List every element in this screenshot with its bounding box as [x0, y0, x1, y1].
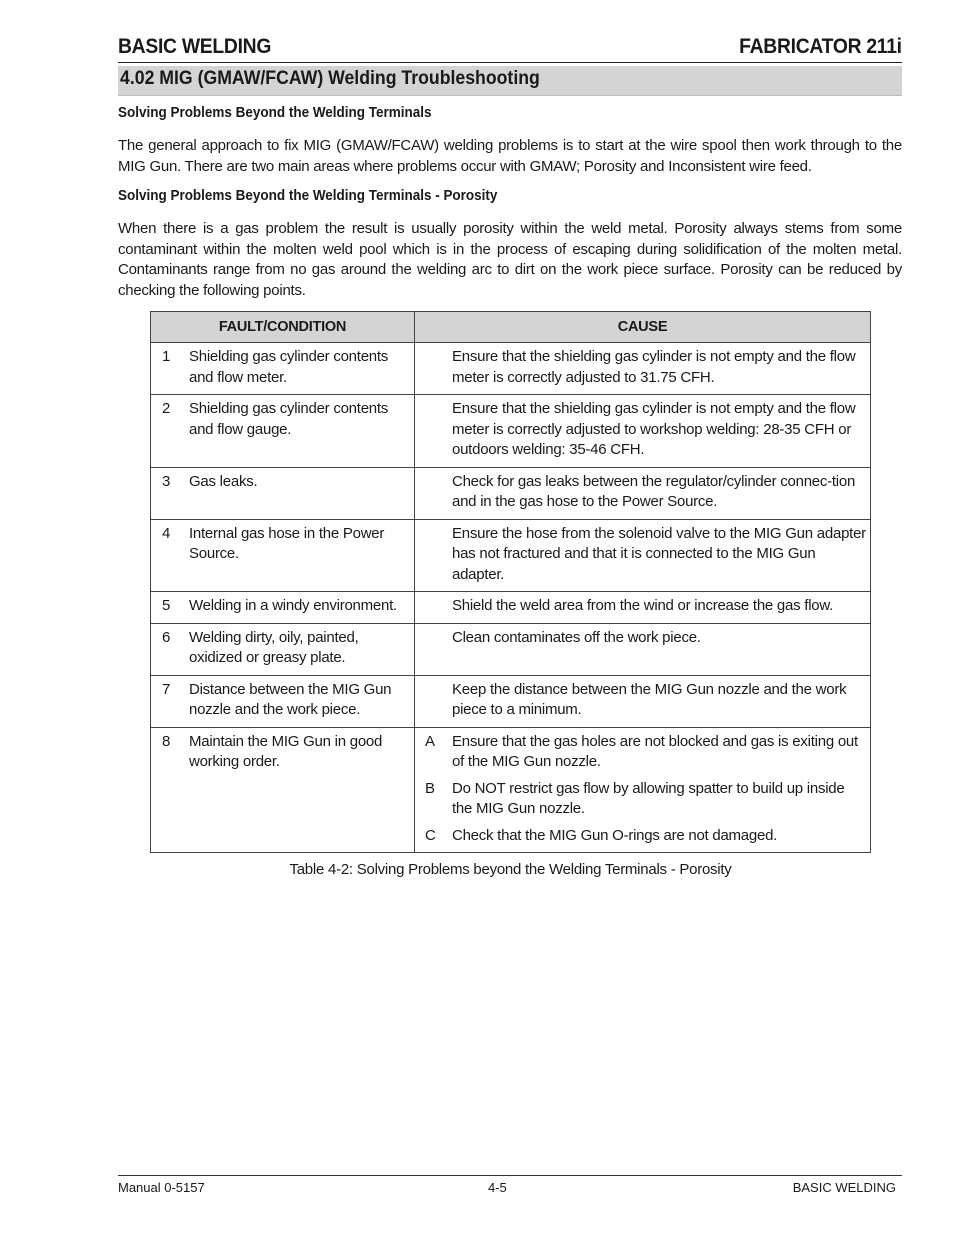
table-row — [151, 467, 871, 519]
cause-text: Ensure the hose from the solenoid valve to the MIG Gun adapter has not fractured and that it is connected to the MIG Gun adapter. — [452, 524, 866, 583]
fault-cell — [151, 592, 415, 624]
table-header-row — [151, 312, 871, 343]
row-number: 5 — [162, 597, 171, 614]
row-number: 4 — [162, 524, 171, 542]
cause-label: B — [425, 779, 435, 797]
row-number: 2 — [162, 400, 171, 417]
cause-text: Clean contaminates off the work piece. — [452, 628, 701, 646]
fault-column-header: FAULT/CONDITION — [151, 312, 415, 343]
cause-cell — [415, 727, 871, 853]
footer-section-name: BASIC WELDING — [792, 1180, 896, 1195]
fault-cell — [151, 343, 415, 395]
cause-text: Ensure that the shielding gas cylinder is not empty and the flow meter is correctly adjusted to workshop welding: 28-35 CFH or outdoors welding: 35-46 CFH. — [452, 400, 856, 458]
cause-column-header: CAUSE — [415, 312, 871, 343]
page-footer — [118, 1175, 902, 1198]
table-row — [151, 623, 871, 675]
cause-text: Do NOT restrict gas flow by allowing spatter to build up inside the MIG Gun nozzle. — [452, 779, 845, 817]
cause-cell — [415, 395, 871, 468]
table-caption: Table 4-2: Solving Problems beyond the Welding Terminals - Porosity — [289, 861, 732, 878]
header-product-name: FABRICATOR 211i — [739, 35, 902, 58]
cause-text: Check for gas leaks between the regulator/cylinder connec-tion and in the gas hose to the Power Source. — [452, 472, 856, 510]
fault-text: Distance between the MIG Gun nozzle and the work piece. — [189, 680, 392, 718]
fault-cell — [151, 519, 415, 592]
page-header — [118, 34, 902, 63]
cause-text: Ensure that the gas holes are not blocked and gas is exiting out of the MIG Gun nozzle. — [452, 732, 858, 770]
section-title: 4.02 MIG (GMAW/FCAW) Welding Troubleshooting — [120, 68, 540, 89]
fault-text: Welding in a windy environment. — [189, 597, 397, 614]
fault-cell — [151, 395, 415, 468]
intro-paragraph: The general approach to fix MIG (GMAW/FCAW) welding problems is to start at the wire spool then work through to the MIG Gun. There are two main areas where problems occur with GMAW; Porosity and Inconsistent wire feed. — [118, 137, 902, 175]
cause-cell — [415, 592, 871, 624]
cause-label — [415, 347, 452, 388]
cause-text: Check that the MIG Gun O-rings are not damaged. — [452, 826, 778, 844]
section-title-bar — [118, 66, 902, 96]
table-row — [151, 519, 871, 592]
header-section-title: BASIC WELDING — [118, 35, 272, 58]
subheading-porosity: Solving Problems Beyond the Welding Terminals - Porosity — [118, 188, 498, 204]
cause-label: C — [425, 826, 436, 844]
cause-label — [415, 472, 452, 513]
fault-cell — [151, 727, 415, 853]
row-number: 7 — [162, 680, 171, 698]
cause-label — [415, 596, 452, 617]
fault-text: Internal gas hose in the Power Source. — [189, 524, 385, 562]
cause-cell — [415, 623, 871, 675]
table-row — [151, 727, 871, 853]
footer-manual-number: Manual 0-5157 — [118, 1180, 205, 1195]
cause-cell — [415, 519, 871, 592]
cause-label — [415, 399, 452, 461]
fault-cell — [151, 675, 415, 727]
porosity-paragraph: When there is a gas problem the result is usually porosity within the weld metal. Porosity always stems from some contaminant within the molten weld pool which is in the process of escaping during solidification of the molten metal. Contaminants range from no gas around the welding arc to dirt on the work piece surface. Porosity can be reduced by checking the following points. — [118, 220, 902, 299]
row-number: 3 — [162, 472, 171, 490]
fault-cell — [151, 623, 415, 675]
table-row — [151, 675, 871, 727]
table-row — [151, 592, 871, 624]
cause-label — [415, 628, 452, 649]
fault-text: Shielding gas cylinder contents and flow gauge. — [189, 400, 389, 438]
cause-text: Shield the weld area from the wind or increase the gas flow. — [452, 597, 834, 614]
cause-text: Ensure that the shielding gas cylinder is not empty and the flow meter is correctly adjusted to 31.75 CFH. — [452, 348, 856, 386]
footer-page-number: 4-5 — [488, 1180, 507, 1195]
cause-label — [415, 680, 452, 721]
cause-label — [415, 524, 452, 586]
subheading-terminals: Solving Problems Beyond the Welding Terminals — [118, 105, 432, 121]
table-body — [151, 343, 871, 853]
fault-text: Welding dirty, oily, painted, oxidized or greasy plate. — [189, 628, 359, 666]
cause-cell — [415, 343, 871, 395]
row-number: 8 — [162, 732, 171, 750]
table-row — [151, 343, 871, 395]
row-number: 1 — [162, 348, 171, 365]
fault-cell — [151, 467, 415, 519]
cause-label: A — [425, 732, 435, 750]
cause-cell — [415, 467, 871, 519]
fault-text: Shielding gas cylinder contents and flow meter. — [189, 348, 389, 386]
cause-cell — [415, 675, 871, 727]
cause-text: Keep the distance between the MIG Gun nozzle and the work piece to a minimum. — [452, 680, 847, 718]
table-row — [151, 395, 871, 468]
fault-text: Gas leaks. — [189, 472, 258, 490]
porosity-troubleshooting-table — [150, 311, 871, 853]
row-number: 6 — [162, 628, 171, 646]
fault-text: Maintain the MIG Gun in good working order. — [189, 732, 383, 770]
